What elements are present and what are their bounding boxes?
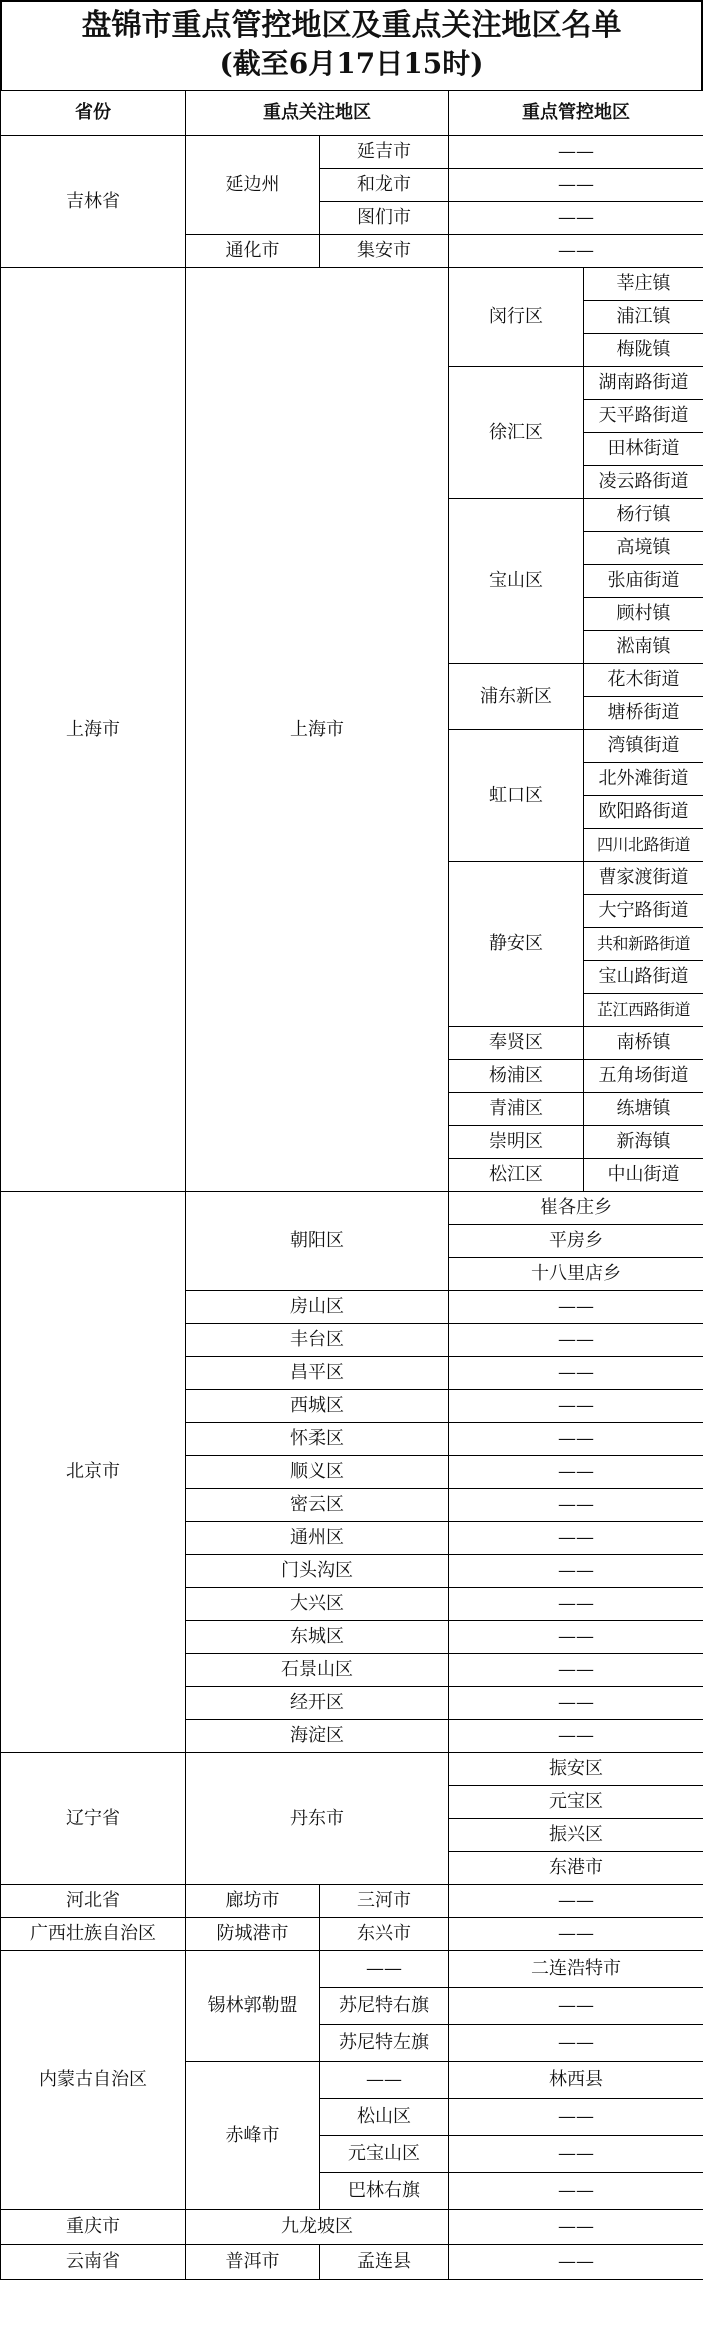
town-cell: 田林街道 <box>584 433 703 466</box>
town-cell: 梅陇镇 <box>584 334 703 367</box>
dash-cell: —— <box>449 1489 703 1522</box>
province-cell: 北京市 <box>1 1192 186 1753</box>
district-cell: 丰台区 <box>186 1324 449 1357</box>
town-cell: 崔各庄乡 <box>449 1192 703 1225</box>
town-cell: 淞南镇 <box>584 631 703 664</box>
county-cell: 延吉市 <box>320 136 449 169</box>
dash-cell: —— <box>449 2136 703 2173</box>
province-cell: 上海市 <box>1 268 186 1192</box>
district-cell: 大兴区 <box>186 1588 449 1621</box>
town-cell: 顾村镇 <box>584 598 703 631</box>
district-cell: 浦东新区 <box>449 664 584 730</box>
town-cell: 湖南路街道 <box>584 367 703 400</box>
district-cell: 东港市 <box>449 1852 703 1885</box>
document-title <box>0 0 703 90</box>
dash-cell: —— <box>449 136 703 169</box>
district-cell: 振兴区 <box>449 1819 703 1852</box>
dash-cell: —— <box>449 2025 703 2062</box>
header-control: 重点管控地区 <box>449 91 703 136</box>
dash-cell: —— <box>449 2173 703 2210</box>
dash-cell: —— <box>449 1456 703 1489</box>
district-cell: 石景山区 <box>186 1654 449 1687</box>
district-cell: 密云区 <box>186 1489 449 1522</box>
town-cell: 塘桥街道 <box>584 697 703 730</box>
province-cell: 内蒙古自治区 <box>1 1951 186 2210</box>
dash-cell: —— <box>449 1324 703 1357</box>
dash-cell: —— <box>449 1588 703 1621</box>
dash-cell: —— <box>449 202 703 235</box>
dash-cell: —— <box>449 1423 703 1456</box>
region-table <box>0 90 703 2280</box>
town-cell: 四川北路街道 <box>584 829 703 862</box>
dash-cell: —— <box>449 2099 703 2136</box>
header-focus: 重点关注地区 <box>186 91 449 136</box>
dash-cell: —— <box>449 1621 703 1654</box>
dash-cell: —— <box>449 1918 703 1951</box>
table-row <box>1 1918 703 1951</box>
dash-cell: —— <box>449 1555 703 1588</box>
district-cell: 静安区 <box>449 862 584 1027</box>
district-cell: 西城区 <box>186 1390 449 1423</box>
dash-cell: —— <box>449 169 703 202</box>
province-cell: 广西壮族自治区 <box>1 1918 186 1951</box>
town-cell: 练塘镇 <box>584 1093 703 1126</box>
district-cell: 振安区 <box>449 1753 703 1786</box>
city-cell: 通化市 <box>186 235 320 268</box>
table-row <box>1 268 703 301</box>
table-row <box>1 1192 703 1225</box>
district-cell: 虹口区 <box>449 730 584 862</box>
town-cell: 宝山路街道 <box>584 961 703 994</box>
dash-cell: —— <box>449 1654 703 1687</box>
county-cell: 元宝山区 <box>320 2136 449 2173</box>
county-cell: 松山区 <box>320 2099 449 2136</box>
district-cell: 海淀区 <box>186 1720 449 1753</box>
district-cell: 通州区 <box>186 1522 449 1555</box>
dash-cell: —— <box>449 1720 703 1753</box>
dash-cell: —— <box>449 1885 703 1918</box>
town-cell: 大宁路街道 <box>584 895 703 928</box>
district-cell: 顺义区 <box>186 1456 449 1489</box>
district-cell: 经开区 <box>186 1687 449 1720</box>
dash-cell: —— <box>449 1291 703 1324</box>
table-row <box>1 1951 703 1988</box>
town-cell: 凌云路街道 <box>584 466 703 499</box>
title-line-2: (截至6月17日15时) <box>219 47 484 80</box>
dash-cell: —— <box>320 2062 449 2099</box>
district-cell: 东城区 <box>186 1621 449 1654</box>
county-cell: 巴林右旗 <box>320 2173 449 2210</box>
dash-cell: —— <box>449 1390 703 1423</box>
town-cell: 湾镇街道 <box>584 730 703 763</box>
city-cell: 锡林郭勒盟 <box>186 1951 320 2062</box>
county-cell: 苏尼特左旗 <box>320 2025 449 2062</box>
county-cell: 苏尼特右旗 <box>320 1988 449 2025</box>
county-cell: 二连浩特市 <box>449 1951 703 1988</box>
town-cell: 北外滩街道 <box>584 763 703 796</box>
town-cell: 新海镇 <box>584 1126 703 1159</box>
province-cell: 吉林省 <box>1 136 186 268</box>
town-cell: 高境镇 <box>584 532 703 565</box>
town-cell: 浦江镇 <box>584 301 703 334</box>
city-cell: 上海市 <box>186 268 449 1192</box>
district-cell: 奉贤区 <box>449 1027 584 1060</box>
table-row <box>1 136 703 169</box>
district-cell: 朝阳区 <box>186 1192 449 1291</box>
district-cell: 门头沟区 <box>186 1555 449 1588</box>
town-cell: 张庙街道 <box>584 565 703 598</box>
district-cell: 松江区 <box>449 1159 584 1192</box>
town-cell: 莘庄镇 <box>584 268 703 301</box>
county-cell: 图们市 <box>320 202 449 235</box>
province-cell: 重庆市 <box>1 2210 186 2245</box>
city-cell: 廊坊市 <box>186 1885 320 1918</box>
city-cell: 丹东市 <box>186 1753 449 1885</box>
city-cell: 延边州 <box>186 136 320 235</box>
province-cell: 河北省 <box>1 1885 186 1918</box>
header-row <box>1 91 703 136</box>
city-cell: 普洱市 <box>186 2245 320 2280</box>
district-cell: 青浦区 <box>449 1093 584 1126</box>
town-cell: 天平路街道 <box>584 400 703 433</box>
dash-cell: —— <box>449 235 703 268</box>
town-cell: 南桥镇 <box>584 1027 703 1060</box>
district-cell: 元宝区 <box>449 1786 703 1819</box>
city-cell: 防城港市 <box>186 1918 320 1951</box>
county-cell: 集安市 <box>320 235 449 268</box>
district-cell: 宝山区 <box>449 499 584 664</box>
dash-cell: —— <box>449 2245 703 2280</box>
town-cell: 芷江西路街道 <box>584 994 703 1027</box>
county-cell: 林西县 <box>449 2062 703 2099</box>
district-cell: 怀柔区 <box>186 1423 449 1456</box>
district-cell: 杨浦区 <box>449 1060 584 1093</box>
county-cell: 三河市 <box>320 1885 449 1918</box>
district-cell: 徐汇区 <box>449 367 584 499</box>
county-cell: 孟连县 <box>320 2245 449 2280</box>
dash-cell: —— <box>449 1988 703 2025</box>
table-row <box>1 1753 703 1786</box>
town-cell: 欧阳路街道 <box>584 796 703 829</box>
city-cell: 赤峰市 <box>186 2062 320 2210</box>
town-cell: 杨行镇 <box>584 499 703 532</box>
town-cell: 花木街道 <box>584 664 703 697</box>
table-row <box>1 2210 703 2245</box>
title-line-1: 盘锦市重点管控地区及重点关注地区名单 <box>81 8 622 43</box>
district-cell: 昌平区 <box>186 1357 449 1390</box>
county-cell: 东兴市 <box>320 1918 449 1951</box>
dash-cell: —— <box>449 2210 703 2245</box>
dash-cell: —— <box>449 1357 703 1390</box>
dash-cell: —— <box>320 1951 449 1988</box>
town-cell: 共和新路街道 <box>584 928 703 961</box>
table-row <box>1 1885 703 1918</box>
table-row <box>1 2245 703 2280</box>
town-cell: 中山街道 <box>584 1159 703 1192</box>
county-cell: 和龙市 <box>320 169 449 202</box>
district-cell: 闵行区 <box>449 268 584 367</box>
district-cell: 房山区 <box>186 1291 449 1324</box>
province-cell: 辽宁省 <box>1 1753 186 1885</box>
dash-cell: —— <box>449 1522 703 1555</box>
district-cell: 崇明区 <box>449 1126 584 1159</box>
town-cell: 平房乡 <box>449 1225 703 1258</box>
town-cell: 五角场街道 <box>584 1060 703 1093</box>
town-cell: 曹家渡街道 <box>584 862 703 895</box>
district-cell: 九龙坡区 <box>186 2210 449 2245</box>
province-cell: 云南省 <box>1 2245 186 2280</box>
dash-cell: —— <box>449 1687 703 1720</box>
town-cell: 十八里店乡 <box>449 1258 703 1291</box>
header-province: 省份 <box>1 91 186 136</box>
